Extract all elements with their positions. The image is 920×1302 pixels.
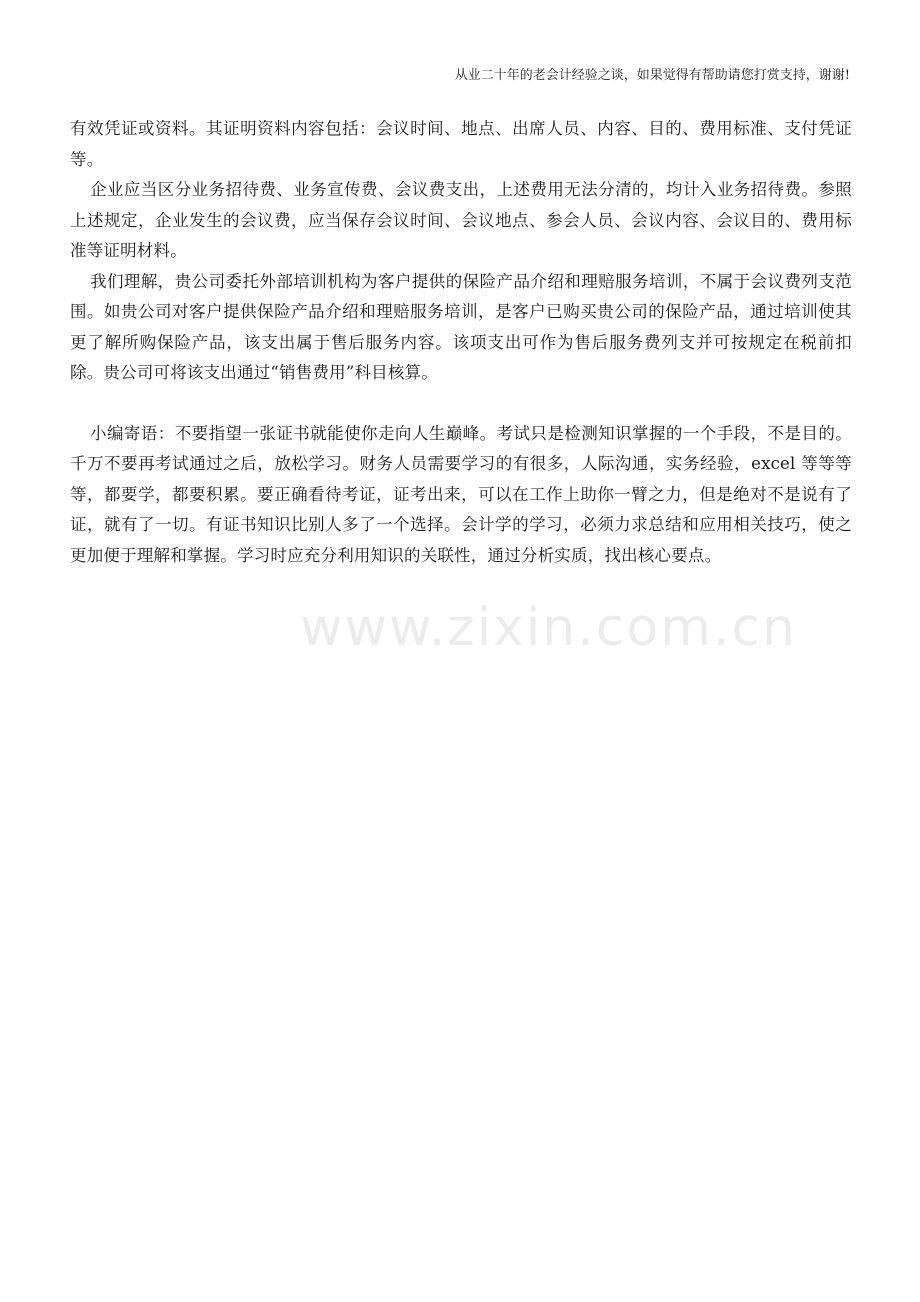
watermark: www.zixin.com.cn xyxy=(300,598,797,658)
paragraph-continuation: 有效凭证或资料。其证明资料内容包括：会议时间、地点、出席人员、内容、目的、费用标准、支付凭证等。 xyxy=(70,119,852,169)
document-body xyxy=(70,114,852,571)
paragraph-spacer xyxy=(70,389,852,419)
paragraph-expense-classification: 企业应当区分业务招待费、业务宣传费、会议费支出，上述费用无法分清的，均计入业务招待费。参照上述规定，企业发生的会议费，应当保存会议时间、会议地点、参会人员、会议内容、会议目的、费用标准等证明材料。 xyxy=(70,180,852,260)
header-note: 从业二十年的老会计经验之谈，如果觉得有帮助请您打赏支持，谢谢! xyxy=(454,68,850,83)
paragraph-our-understanding: 我们理解，贵公司委托外部培训机构为客户提供的保险产品介绍和理赔服务培训，不属于会议费列支范围。如贵公司对客户提供保险产品介绍和理赔服务培训，是客户已购买贵公司的保险产品，通过培训使其更了解所购保险产品，该支出属于售后服务内容。该项支出可作为售后服务费列支并可按规定在税前扣除。贵公司可将该支出通过“销售费用”科目核算。 xyxy=(70,271,852,382)
paragraph-editor-note: 小编寄语：不要指望一张证书就能使你走向人生巅峰。考试只是检测知识掌握的一个手段，不是目的。千万不要再考试通过之后，放松学习。财务人员需要学习的有很多，人际沟通，实务经验，excel 等等等等，都要学，都要积累。要正确看待考证，证考出来，可以在工作上助你一臂之力，但是绝对不是说有了证，就有了一切。有证书知识比别人多了一个选择。会计学的学习，必须力求总结和应用相关技巧，使之更加便于理解和掌握。学习时应充分利用知识的关联性，通过分析实质，找出核心要点。 xyxy=(70,423,852,565)
